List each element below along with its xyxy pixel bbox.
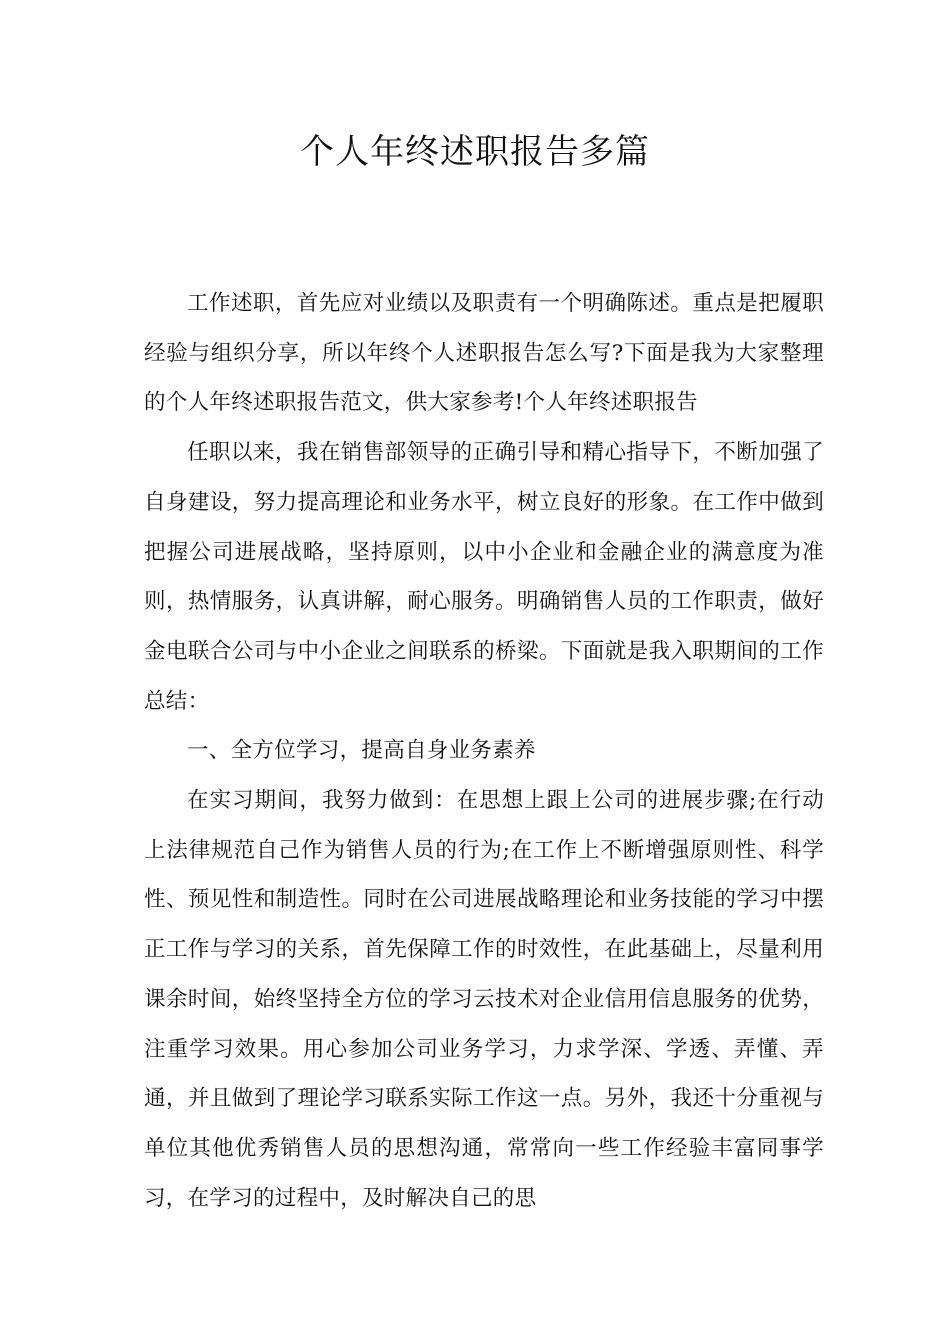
paragraph-intro: 工作述职，首先应对业绩以及职责有一个明确陈述。重点是把履职经验与组织分享，所以年终个人述职报告怎么写?下面是我为大家整理的个人年终述职报告范文，供大家参考!个人年终述职报告	[144, 291, 824, 416]
document-title: 个人年终述职报告多篇	[300, 132, 650, 172]
document-body	[144, 279, 824, 1223]
paragraph-overview: 任职以来，我在销售部领导的正确引导和精心指导下，不断加强了自身建设，努力提高理论和业务水平，树立良好的形象。在工作中做到把握公司进展战略，坚持原则，以中小企业和金融企业的满意度为准则，热情服务，认真讲解，耐心服务。明确销售人员的工作职责，做好金电联合公司与中小企业之间联系的桥梁。下面就是我入职期间的工作总结：	[144, 440, 824, 714]
section-heading: 一、全方位学习，提高自身业务素养	[187, 738, 536, 764]
paragraph-learning: 在实习期间，我努力做到：在思想上跟上公司的进展步骤;在行动上法律规范自己作为销售人员的行为;在工作上不断增强原则性、科学性、预见性和制造性。同时在公司进展战略理论和业务技能的学习中摆正工作与学习的关系，首先保障工作的时效性，在此基础上，尽量利用课余时间，始终坚持全方位的学习云技术对企业信用信息服务的优势，注重学习效果。用心参加公司业务学习，力求学深、学透、弄懂、弄通，并且做到了理论学习联系实际工作这一点。另外，我还十分重视与单位其他优秀销售人员的思想沟通，常常向一些工作经验丰富同事学习，在学习的过程中，及时解决自己的思	[144, 788, 824, 1211]
